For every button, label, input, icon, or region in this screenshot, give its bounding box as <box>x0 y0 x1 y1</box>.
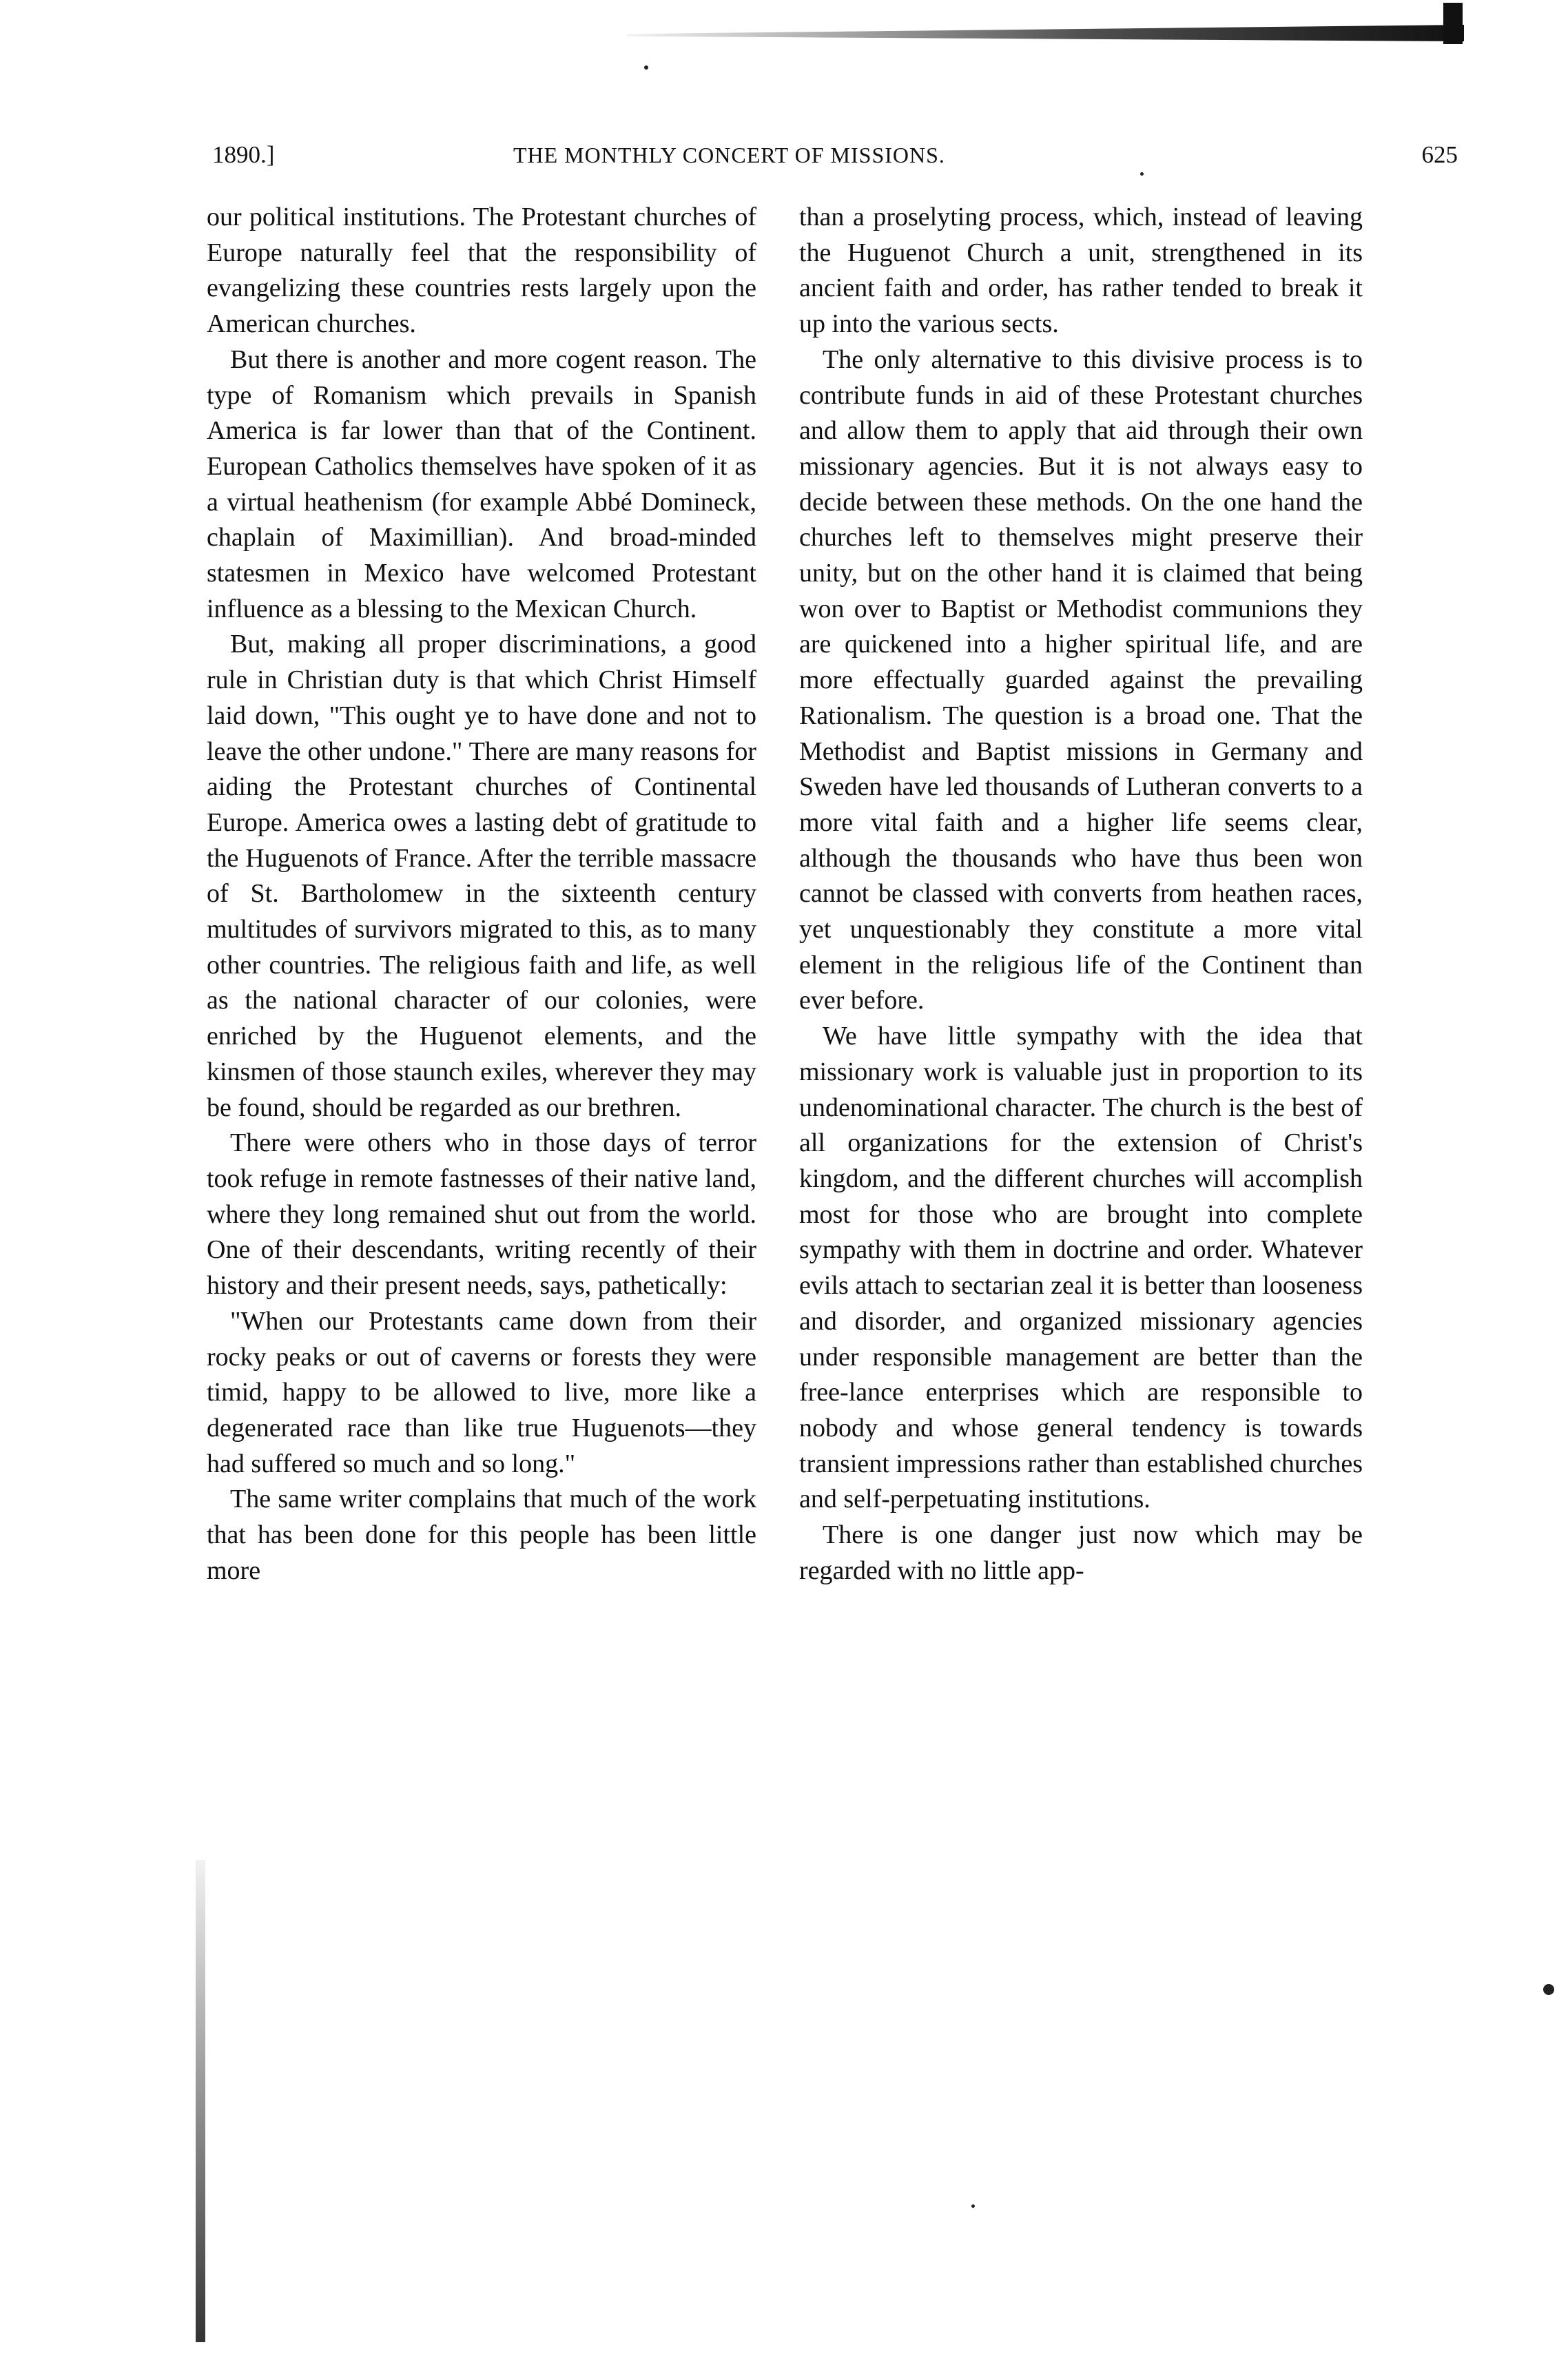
running-header <box>207 141 1458 183</box>
paragraph: The same writer complains that much of the work that has been done for this people has been little more <box>207 1485 756 1585</box>
paragraph: than a proselyting process, which, instead of leaving the Huguenot Church a unit, strengthened in its ancient faith and order, has rather tended to break it up into the various sects. <box>799 203 1363 339</box>
paragraph: There is one danger just now which may be regarded with no little app- <box>799 1520 1363 1585</box>
scan-speck <box>1543 1984 1554 1995</box>
paragraph: our political institutions. The Protestant churches of Europe naturally feel that the responsibility of evangelizing these countries rests largely upon the American churches. <box>207 203 756 339</box>
paragraph: We have little sympathy with the idea that missionary work is valuable just in proportion to its undenominational character. The church is the best of all organizations for the extension of Christ's kingdom, and the different churches will accomplish most for those who are brought into complete sympathy with them in doctrine and order. Whatever evils attach to sectarian zeal it is better than looseness and disorder, and organized missionary agencies under responsible management are better than the free-lance enterprises which are responsible to nobody and whose general tendency is towards transient impressions rather than established churches and self-perpetuating institutions. <box>799 1022 1363 1514</box>
left-edge-shadow <box>196 1860 205 2342</box>
top-scan-rule <box>627 25 1464 41</box>
top-scan-edge <box>1443 3 1463 44</box>
header-title: THE MONTHLY CONCERT OF MISSIONS. <box>513 143 945 167</box>
quotation: "When our Protestants came down from their rocky peaks or out of caverns or forests they were timid, happy to be allowed to live, more like a degenerated race than like true Huguenots—they had suffered so much and so long." <box>207 1306 756 1478</box>
right-column <box>799 200 1363 1589</box>
paragraph: There were others who in those days of terror took refuge in remote fastnesses of their native land, where they long remained shut out from the world. One of their descendants, writing recently of their history and their present needs, says, pathetically: <box>207 1128 756 1301</box>
header-year: 1890.] <box>212 141 275 168</box>
paragraph: But there is another and more cogent reason. The type of Romanism which prevails in Spanish America is far lower than that of the Continent. European Catholics themselves have spoken of it as a virtual heathenism (for example Abbé Domineck, chaplain of Maximillian). And broad-minded statesmen in Mexico have welcomed Protestant influence as a blessing to the Mexican Church. <box>207 344 756 623</box>
scan-speck <box>971 2204 975 2208</box>
page-number: 625 <box>1421 141 1458 168</box>
scan-speck <box>644 65 648 70</box>
paragraph: But, making all proper discriminations, a good rule in Christian duty is that which Christ Himself laid down, "This ought ye to have done and not to leave the other undone." There are many reasons for aiding the Protestant churches of Continental Europe. America owes a lasting debt of gratitude to the Huguenots of France. After the terrible massacre of St. Bartholomew in the sixteenth century multitudes of survivors migrated to this, as to many other countries. The religious faith and life, as well as the national character of our colonies, were enriched by the Huguenot elements, and the kinsmen of those staunch exiles, wherever they may be found, should be regarded as our brethren. <box>207 630 756 1122</box>
paragraph: The only alternative to this divisive process is to contribute funds in aid of these Protestant churches and allow them to apply that aid through their own missionary agencies. But it is not always easy to decide between these methods. On the one hand the churches left to themselves might preserve their unity, but on the other hand it is claimed that being won over to Baptist or Methodist communions they are quickened into a higher spiritual life, and are more effectually guarded against the prevailing Rationalism. The question is a broad one. That the Methodist and Baptist missions in Germany and Sweden have led thousands of Lutheran converts to a more vital faith and a higher life seems clear, although the thousands who have thus been won cannot be classed with converts from heathen races, yet unquestionably they constitute a more vital element in the religious life of the Continent than ever before. <box>799 344 1363 1015</box>
left-column <box>207 200 756 1589</box>
